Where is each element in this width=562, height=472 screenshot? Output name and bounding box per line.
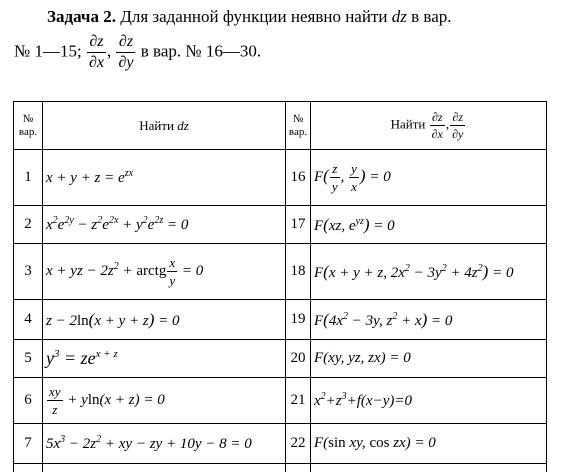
formula: F( $\frac{z}{y}$ , $\frac{y}{x}$ ) = 0	[311, 150, 547, 206]
variant-number: 5	[14, 340, 43, 378]
variant-range-2: в вар. № 16—30.	[140, 41, 262, 61]
formula: z − 2ln(x + y + z) = 0	[43, 300, 286, 340]
variant-number: 22	[286, 424, 311, 464]
variant-number: 20	[286, 340, 311, 378]
variant-number: 19	[286, 300, 311, 340]
table-row	[14, 424, 547, 464]
variant-range: № 1—15;	[14, 41, 82, 61]
formula: $x + y + z = e^{zx}$	[43, 150, 286, 206]
header-find-partials: Найти $\frac{\partial z}{\partial x}$ , $\frac{\partial z}{\partial y}$	[311, 102, 547, 150]
task-text: Для заданной функции неявно найти	[120, 7, 388, 26]
formula: $F(4x^2 - 3y$, $z^2 + x) = 0$	[311, 300, 547, 340]
variant-number: 3	[14, 244, 43, 300]
header-variant-left: № вар.	[14, 102, 43, 150]
variant-number: 16	[286, 150, 311, 206]
formula: $x^2+z^3+f(x-y)=0$	[311, 378, 547, 424]
variant-number: 1	[14, 150, 43, 206]
variant-number: 7	[14, 424, 43, 464]
header-row	[14, 102, 547, 150]
variant-number: 17	[286, 206, 311, 244]
variant-number: 6	[14, 378, 43, 424]
formula: $\frac{xy}{z}$ + yln(x + z) = 0	[43, 378, 286, 424]
table-row	[14, 244, 547, 300]
table-row	[14, 378, 547, 424]
formula: $x^2e^{2y} - z^2e^{2x} + y^2e^{2z} = 0$	[43, 206, 286, 244]
header-variant-right: № вар.	[286, 102, 311, 150]
table-row-partial	[14, 464, 547, 472]
dz-dy-fraction: $\frac{\partial z}{\partial y}$	[118, 33, 134, 71]
dz-dx-fraction: $\frac{\partial z}{\partial x}$	[88, 33, 104, 71]
formula: x + yz − $2z^2$ + arctg $\frac{x}{y}$ = 0	[43, 244, 286, 300]
variant-number: 18	[286, 244, 311, 300]
header-find-dz: Найти dz	[43, 102, 286, 150]
formula: F(xy, yz, zx) = 0	[311, 340, 547, 378]
variant-number: 21	[286, 378, 311, 424]
table-row	[14, 150, 547, 206]
task-line-1	[47, 6, 451, 28]
table-row	[14, 340, 547, 378]
formula: F(xz, $e^{yz}) = 0$	[311, 206, 547, 244]
task-label: Задача 2.	[47, 7, 116, 26]
table-row	[14, 300, 547, 340]
task-line-2: № 1—15; $\frac{\partial z}{\partial x}$ , $\frac{\partial z}{\partial y}$ в вар. № 16—30.	[14, 33, 262, 71]
formula: $5x^3 - 2z^2$ + xy − zy + 10y − 8 = 0	[43, 424, 286, 464]
formula: $y^3 = ze^{x + z}$	[43, 340, 286, 378]
table-row	[14, 206, 547, 244]
variant-text: в вар.	[411, 7, 452, 26]
dz-symbol: dz	[391, 7, 407, 26]
variant-number: 4	[14, 300, 43, 340]
variant-number: 2	[14, 206, 43, 244]
formula: F(x + y + z, $2x^2 - 3y^2 + 4z^2) = 0$	[311, 244, 547, 300]
formula: F(sin xy, cos zx) = 0	[311, 424, 547, 464]
task-table	[13, 101, 547, 472]
